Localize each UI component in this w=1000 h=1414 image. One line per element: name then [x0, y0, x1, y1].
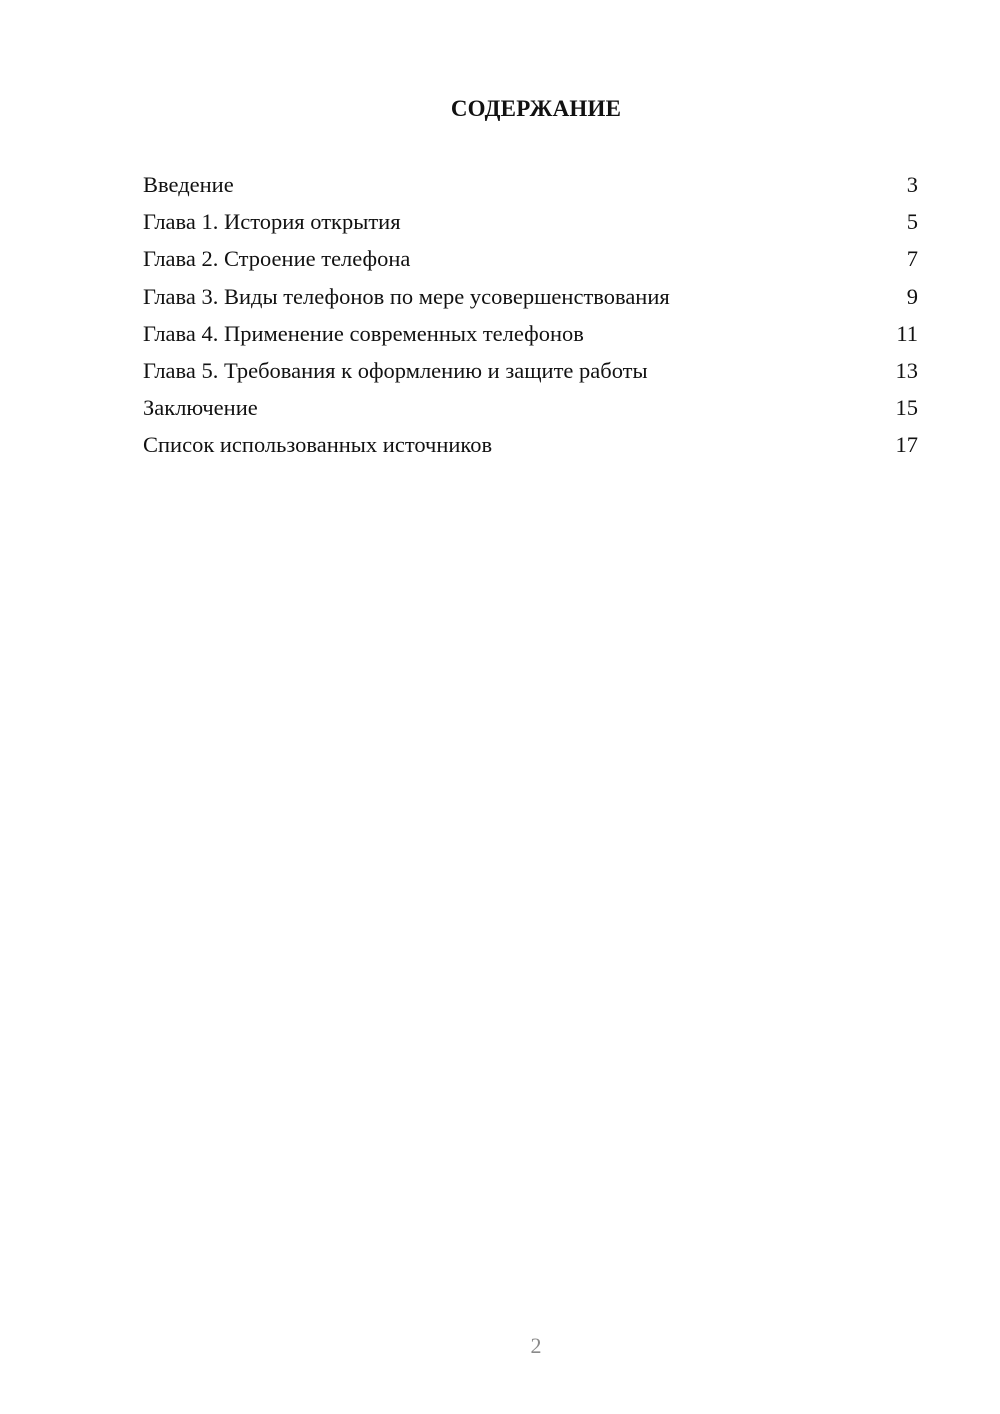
- toc-entry: [143, 393, 918, 430]
- toc-entry-page: 5: [906, 209, 918, 235]
- toc-entry-label: Глава 1. История открытия: [143, 209, 401, 235]
- toc-entry-page: 3: [906, 172, 918, 197]
- toc-entry: [143, 170, 918, 207]
- toc-entry-page: 7: [906, 246, 918, 272]
- toc-entry-label: Глава 2. Строение телефона: [143, 246, 411, 272]
- toc-entry-page: 17: [895, 432, 918, 458]
- toc-entry: [143, 356, 918, 393]
- toc-entry-page: 9: [906, 283, 918, 309]
- toc-entry-label: Заключение: [143, 395, 258, 421]
- toc-title: СОДЕРЖАНИЕ: [450, 96, 622, 121]
- toc-entry: [143, 319, 918, 356]
- toc-entry-page: 13: [895, 357, 918, 383]
- toc-entry-label: Глава 3. Виды телефонов по мере усовершенствования: [143, 283, 670, 309]
- toc-entry-label: Введение: [143, 172, 234, 197]
- toc-entry: [143, 282, 918, 319]
- toc-entry-page: 15: [895, 395, 918, 421]
- page-number: 2: [530, 1333, 542, 1358]
- toc-entry-page: 11: [896, 320, 918, 346]
- toc-entry-label: Список использованных источников: [143, 432, 493, 458]
- toc-entry-label: Глава 5. Требования к оформлению и защите работы: [143, 357, 648, 383]
- toc-entry-label: Глава 4. Применение современных телефонов: [143, 320, 584, 346]
- toc-entry: [143, 244, 918, 281]
- toc-entry: [143, 207, 918, 244]
- toc-entry: [143, 430, 918, 467]
- table-of-contents: [143, 170, 918, 468]
